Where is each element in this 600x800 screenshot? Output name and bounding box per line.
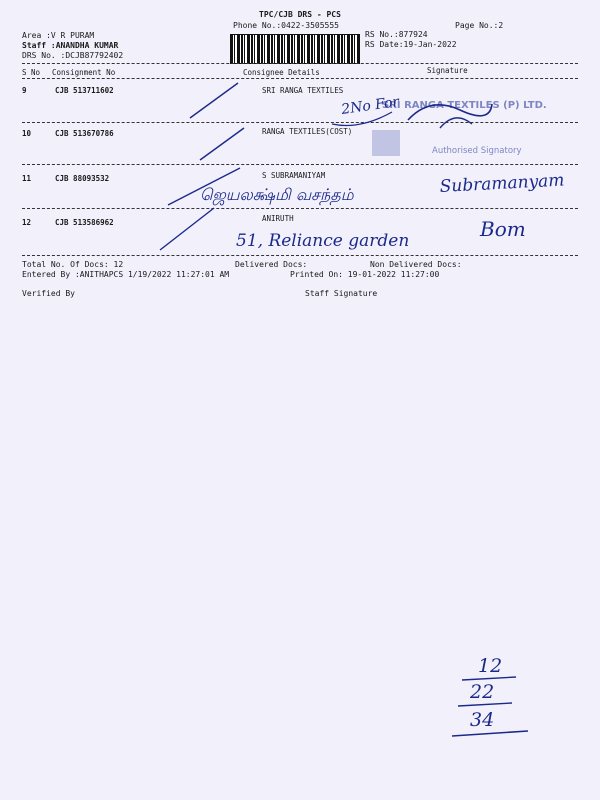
row-12-consignee: ANIRUTH: [262, 214, 294, 223]
delivered-docs: Delivered Docs:: [235, 260, 308, 269]
column-header-consignment: Consignment No: [52, 68, 116, 77]
column-header-signature: Signature: [427, 66, 468, 75]
signature-stroke: [440, 118, 472, 128]
page-number: Page No.:2: [455, 21, 504, 30]
tally-number: 12: [478, 655, 503, 677]
stamp-company: SRI RANGA TEXTILES (P) LTD.: [382, 100, 547, 111]
row-11-sno: 11: [22, 174, 32, 183]
row-12-signature: Bom: [480, 217, 526, 241]
staff-signature-label: Staff Signature: [305, 289, 378, 298]
non-delivered-docs: Non Delivered Docs:: [370, 260, 462, 269]
row-12-sno: 12: [22, 218, 32, 227]
row-9-sno: 9: [22, 86, 27, 95]
row-11-consignee-handwriting: ஜெயலக்ஷ்மி வசந்தம்: [200, 185, 354, 204]
row-10-consignee: RANGA TEXTILES(COST): [262, 127, 353, 136]
staff-name: Staff :ANANDHA KUMAR: [22, 41, 119, 50]
entered-by: Entered By :ANITHAPCS 1/19/2022 11:27:01 AM: [22, 270, 230, 279]
row-9-consignee: SRI RANGA TEXTILES: [262, 86, 344, 95]
drs-number: DRS No. :DCJB87792402: [22, 51, 124, 60]
row-9-consignment: CJB 513711602: [55, 86, 114, 95]
row-9-signature: 2No For: [340, 94, 401, 118]
verified-by: Verified By: [22, 289, 75, 298]
row-10-consignment: CJB 513670786: [55, 129, 114, 138]
printed-on: Printed On: 19-01-2022 11:27:00: [290, 270, 440, 279]
stamp-authorised: Authorised Signatory: [432, 146, 522, 156]
column-header-sno: S No: [22, 68, 41, 77]
tally-number: 22: [470, 681, 495, 703]
row-12-consignee-handwriting: 51, Reliance garden: [236, 231, 410, 251]
row-10-sno: 10: [22, 129, 32, 138]
stamp-ink-blot: [372, 130, 400, 156]
tally-line: [462, 677, 516, 680]
strike-stroke: [190, 83, 238, 118]
column-header-consignee: Consignee Details: [243, 68, 320, 77]
row-11-consignee: S SUBRAMANIYAM: [262, 171, 326, 180]
tally-line: [452, 731, 528, 736]
document-title: TPC/CJB DRS - PCS: [259, 10, 341, 19]
row-12-consignment: CJB 513586962: [55, 218, 114, 227]
tally-total: 34: [470, 709, 495, 731]
rs-date: RS Date:19-Jan-2022: [365, 40, 457, 49]
row-11-consignment: CJB 88093532: [55, 174, 110, 183]
total-docs: Total No. Of Docs: 12: [22, 260, 124, 269]
row-11-signature: Subramanyam: [439, 170, 565, 197]
phone-number: Phone No.:0422-3505555: [233, 21, 339, 30]
tally-line: [458, 703, 512, 706]
strike-stroke: [200, 128, 244, 160]
rs-number: RS No.:877924: [365, 30, 428, 39]
strike-stroke: [160, 208, 214, 250]
area: Area :V R PURAM: [22, 31, 95, 40]
